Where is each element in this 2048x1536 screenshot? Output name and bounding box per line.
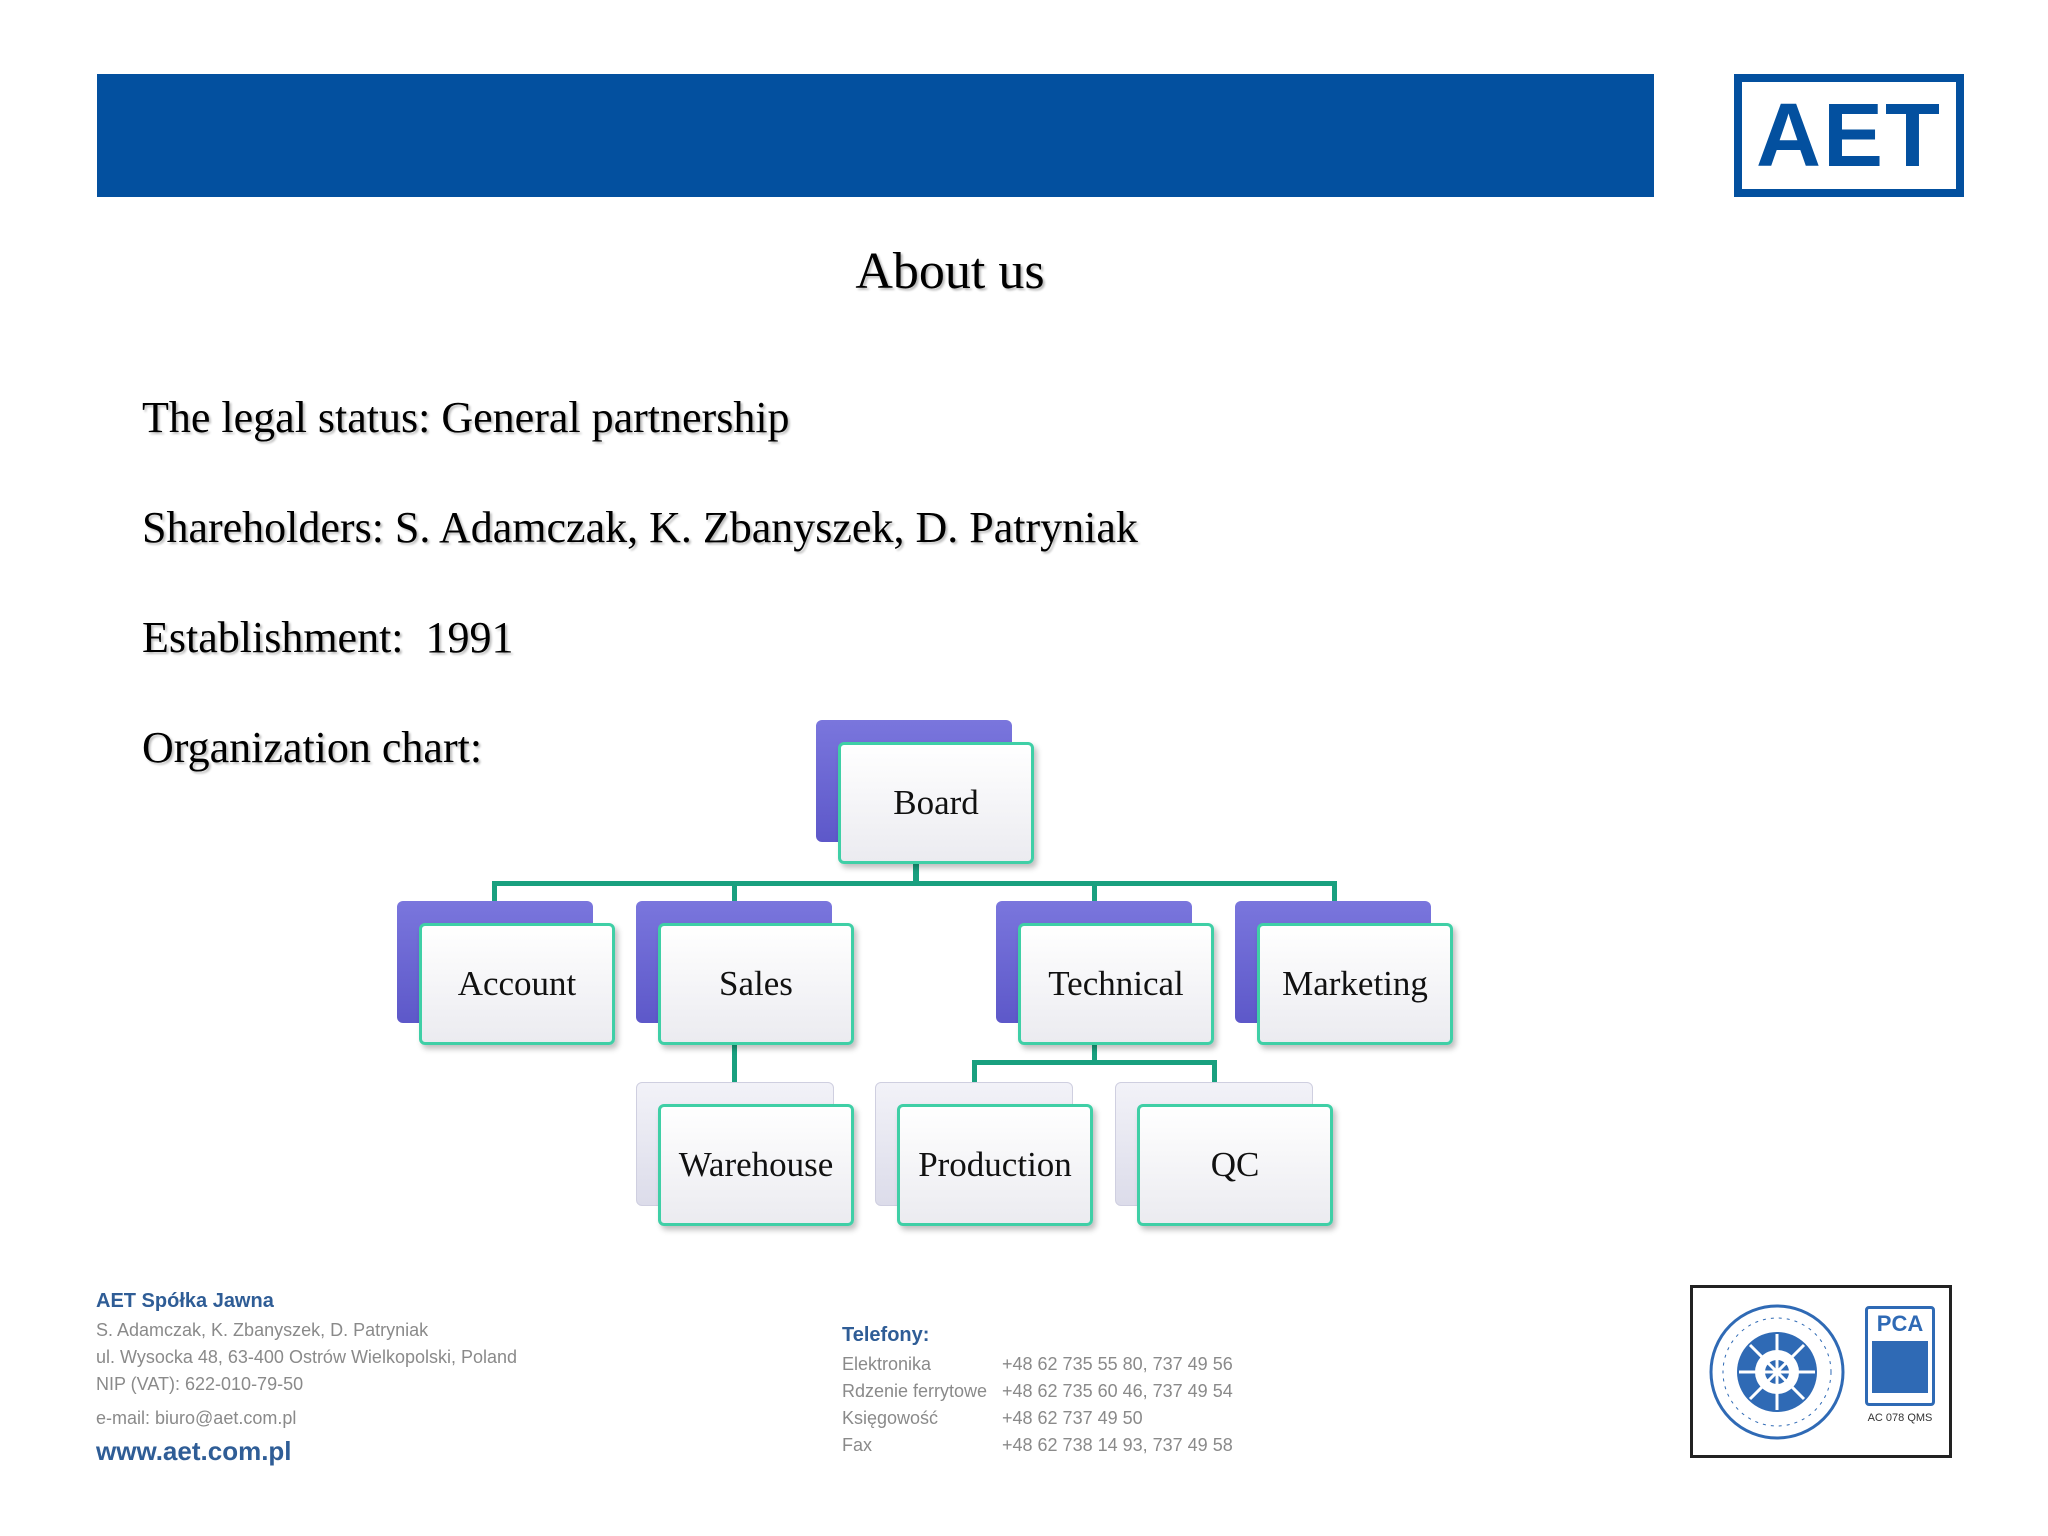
connector-line <box>492 881 1337 886</box>
company-partners: S. Adamczak, K. Zbanyszek, D. Patryniak <box>96 1320 429 1340</box>
org-node-sales: Sales <box>658 923 854 1045</box>
establishment-text: Establishment: 1991 <box>142 613 514 662</box>
phone-label: Elektronika <box>842 1354 932 1374</box>
chamber-of-commerce-seal-icon <box>1707 1302 1847 1442</box>
shareholders-text: Shareholders: S. Adamczak, K. Zbanyszek, D. Patryniak <box>142 503 1138 552</box>
org-node-technical: Technical <box>1018 923 1214 1045</box>
org-node-warehouse: Warehouse <box>658 1104 854 1226</box>
phone-label: Fax <box>842 1435 873 1455</box>
org-chart-label: Organization chart: <box>142 723 483 772</box>
org-node-marketing: Marketing <box>1257 923 1453 1045</box>
org-node-board: Board <box>838 742 1034 864</box>
page-title: About us <box>855 243 1045 300</box>
org-node-account: Account <box>419 923 615 1045</box>
phone-number: +48 62 737 49 50 <box>1002 1408 1143 1428</box>
phones-title: Telefony: <box>842 1324 930 1346</box>
pca-certificate-icon: PCA <box>1865 1306 1935 1406</box>
certification-badges <box>1690 1285 1952 1458</box>
company-nip: NIP (VAT): 622-010-79-50 <box>96 1374 304 1394</box>
company-website-link[interactable]: www.aet.com.pl <box>96 1436 292 1466</box>
phone-number: +48 62 735 55 80, 737 49 56 <box>1002 1354 1233 1374</box>
connector-line <box>972 1060 1217 1065</box>
aet-logo: AET <box>1734 74 1964 197</box>
org-node-production: Production <box>897 1104 1093 1226</box>
phone-label: Rdzenie ferrytowe <box>842 1381 988 1401</box>
company-email: e-mail: biuro@aet.com.pl <box>96 1408 297 1428</box>
connector-line <box>732 1044 737 1086</box>
legal-status-text: The legal status: General partnership <box>142 393 790 442</box>
phone-number: +48 62 735 60 46, 737 49 54 <box>1002 1381 1233 1401</box>
company-address: ul. Wysocka 48, 63-400 Ostrów Wielkopolski, Poland <box>96 1347 518 1367</box>
company-name: AET Spółka Jawna <box>96 1290 274 1312</box>
certificate-code: AC 078 QMS <box>1867 1412 1933 1424</box>
header-bar <box>97 74 1654 197</box>
org-node-qc: QC <box>1137 1104 1333 1226</box>
phone-label: Księgowość <box>842 1408 939 1428</box>
phone-number: +48 62 738 14 93, 737 49 58 <box>1002 1435 1233 1455</box>
